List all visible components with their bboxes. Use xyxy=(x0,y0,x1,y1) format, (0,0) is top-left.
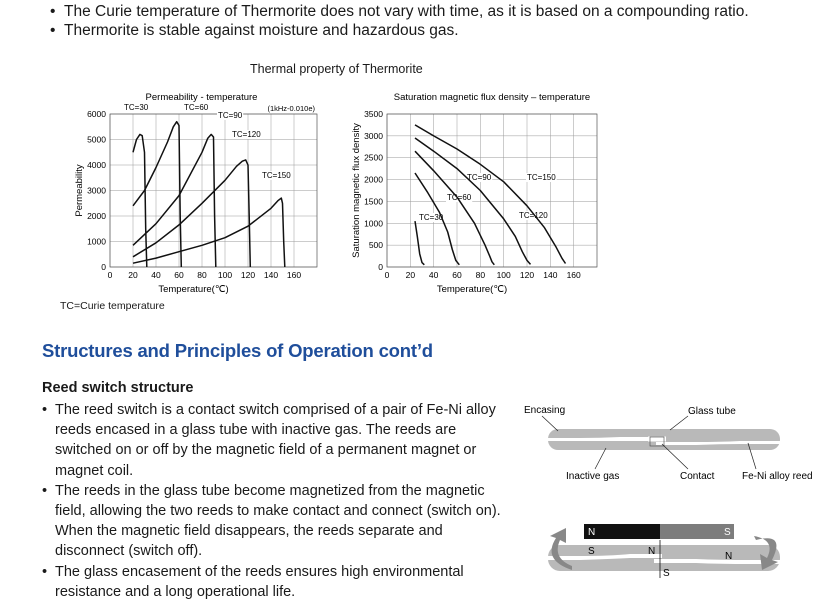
leader-glass-tube xyxy=(670,416,688,430)
figure-title: Thermal property of Thermorite xyxy=(250,62,423,76)
x-tick-label: 0 xyxy=(384,270,390,280)
series-line xyxy=(133,122,181,267)
reed-switch-svg xyxy=(520,400,820,585)
y-tick-label: 3000 xyxy=(364,130,383,141)
series-label: TC=120 xyxy=(519,211,548,220)
x-tick-label: 40 xyxy=(151,270,161,280)
y-tick-label: 3000 xyxy=(87,185,106,196)
magnet-south xyxy=(660,524,734,539)
magnet-n-label: N xyxy=(588,527,596,538)
label-glass-tube: Glass tube xyxy=(688,406,736,417)
x-tick-label: 140 xyxy=(543,270,558,280)
y-axis-label: Permeability xyxy=(74,164,85,217)
chart-subtitle: (1kHz-0.010e) xyxy=(267,104,315,113)
y-tick-label: 2000 xyxy=(364,174,383,185)
magnet-operation-figure xyxy=(540,524,792,579)
x-tick-label: 0 xyxy=(107,270,113,280)
reed-switch-diagram xyxy=(520,400,820,590)
label-fe-ni-reed: Fe-Ni alloy reed xyxy=(742,471,813,482)
reed-structure-title: Reed switch structure xyxy=(42,380,194,396)
x-tick-label: 80 xyxy=(197,270,207,280)
y-tick-label: 1500 xyxy=(364,196,383,207)
y-tick-label: 6000 xyxy=(87,109,106,119)
leader-inactive-gas xyxy=(595,448,606,469)
x-axis-label: Temperature(℃) xyxy=(436,284,508,295)
y-tick-label: 3500 xyxy=(364,109,383,119)
chart-svg xyxy=(70,88,340,295)
chart-title: Saturation magnetic flux density – temperature xyxy=(393,92,591,103)
series-label: TC=150 xyxy=(527,173,556,182)
top-bullet-list xyxy=(50,2,749,40)
series-label: TC=60 xyxy=(184,103,209,112)
series-line xyxy=(415,151,494,265)
x-tick-label: 100 xyxy=(217,270,233,280)
x-tick-label: 140 xyxy=(263,270,279,280)
reed-s-left: S xyxy=(588,546,595,557)
series-line xyxy=(415,125,566,264)
tc-note: TC=Curie temperature xyxy=(60,300,165,312)
x-tick-label: 20 xyxy=(405,270,416,280)
series-line xyxy=(133,134,147,267)
reed-structure-figure xyxy=(524,405,813,482)
series-line xyxy=(133,160,250,267)
y-axis-label: Saturation magnetic flux density xyxy=(351,123,362,258)
x-tick-label: 40 xyxy=(428,270,439,280)
series-label: TC=120 xyxy=(232,130,261,139)
series-label: TC=150 xyxy=(262,171,291,180)
series-label: TC=90 xyxy=(467,173,492,182)
top-bullet-2: • Thermorite is stable against moisture and hazardous gas. xyxy=(50,22,459,39)
chart-svg xyxy=(347,88,617,295)
reed-s-mid: S xyxy=(663,568,670,579)
y-tick-label: 0 xyxy=(101,262,106,272)
x-tick-label: 120 xyxy=(240,270,256,280)
reed-bullet-1: • The reed switch is a contact switch comprised of a pair of Fe-Ni alloy reeds encased in a glass tube with inactive gas. The reeds are switched on or off by the magnetic field of a permanent magnet or magnet coil. xyxy=(42,402,496,479)
series-label: TC=30 xyxy=(419,213,444,222)
reed-bullet-2: • The reeds in the glass tube become magnetized from the magnetic field, allowing the two reeds to make contact and connect (switch on). When the magnetic field disappears, the reeds separate and disconnect (switch off). xyxy=(42,482,501,560)
x-tick-label: 120 xyxy=(519,270,535,280)
y-tick-label: 1000 xyxy=(364,218,383,229)
y-tick-label: 4000 xyxy=(87,160,106,170)
x-tick-label: 60 xyxy=(452,270,462,280)
reed-n-right: N xyxy=(725,551,733,562)
x-tick-label: 100 xyxy=(496,270,511,280)
series-line xyxy=(415,221,424,265)
y-tick-label: 2500 xyxy=(364,152,383,163)
reed-bullet-list xyxy=(42,400,512,602)
reed-n-mid: N xyxy=(648,546,656,557)
reed-bullet-3: • The glass encasement of the reeds ensures high environmental resistance and a long operational life. xyxy=(42,563,464,600)
series-label: TC=30 xyxy=(124,103,149,112)
y-tick-label: 500 xyxy=(368,240,383,251)
label-contact: Contact xyxy=(680,471,715,482)
x-axis-label: Temperature(℃) xyxy=(158,284,229,295)
top-bullet-1: • The Curie temperature of Thermorite does not vary with time, as it is based on a compounding ratio. xyxy=(50,3,749,20)
chart-title: Permeability - temperature xyxy=(145,92,258,103)
y-tick-label: 1000 xyxy=(87,236,106,247)
y-tick-label: 0 xyxy=(378,262,383,272)
magnet-north xyxy=(584,524,660,539)
label-encasing: Encasing xyxy=(524,405,566,416)
y-tick-label: 2000 xyxy=(87,211,106,221)
magnet-s-label: S xyxy=(724,527,731,538)
series-label: TC=90 xyxy=(218,111,243,120)
x-tick-label: 60 xyxy=(174,270,184,280)
section-title: Structures and Principles of Operation cont’d xyxy=(42,340,433,361)
permeability-chart xyxy=(70,88,340,293)
leader-encasing xyxy=(542,416,558,431)
series-label: TC=60 xyxy=(447,193,472,202)
label-inactive-gas: Inactive gas xyxy=(566,471,620,482)
y-tick-label: 5000 xyxy=(87,134,106,145)
x-tick-label: 20 xyxy=(128,270,138,280)
flux-density-chart xyxy=(347,88,617,293)
x-tick-label: 80 xyxy=(475,270,486,280)
x-tick-label: 160 xyxy=(566,270,581,280)
x-tick-label: 160 xyxy=(286,270,302,280)
